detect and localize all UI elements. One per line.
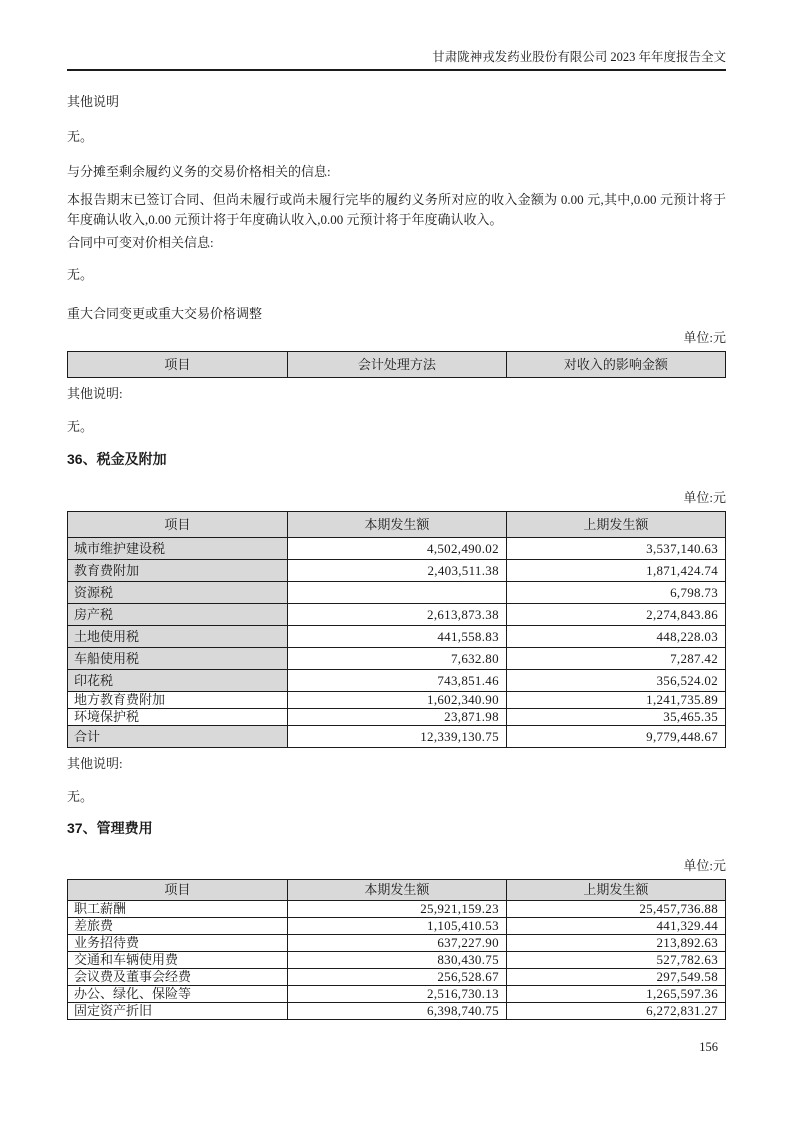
unit-label: 单位:元 bbox=[683, 858, 726, 873]
table-row bbox=[68, 1003, 726, 1020]
table-row bbox=[68, 709, 726, 726]
column-header: 会计处理方法 bbox=[287, 352, 506, 378]
prior-amount-cell: 1,871,424.74 bbox=[506, 560, 725, 582]
prior-amount-cell: 1,265,597.36 bbox=[506, 986, 725, 1003]
page-header-title: 甘肃陇神戎发药业股份有限公司 2023 年年度报告全文 bbox=[432, 50, 726, 64]
remaining-obligation-info: 与分摊至剩余履约义务的交易价格相关的信息: bbox=[67, 164, 331, 179]
current-amount-cell: 830,430.75 bbox=[287, 952, 506, 969]
column-header: 本期发生额 bbox=[287, 512, 506, 538]
other-note-label: 其他说明: bbox=[67, 756, 123, 771]
column-header: 上期发生额 bbox=[506, 880, 725, 901]
column-header: 项目 bbox=[68, 880, 288, 901]
unit-label: 单位:元 bbox=[683, 490, 726, 505]
report-paragraph: 本报告期末已签订合同、但尚未履行或尚未履行完毕的履约义务所对应的收入金额为 0.00 元,其中,0.00 元预计将于年度确认收入,0.00 元预计将于年度确认收入,0.00 元预计将于年度确认收入。 bbox=[67, 192, 726, 227]
table-row bbox=[68, 969, 726, 986]
row-label-cell: 城市维护建设税 bbox=[68, 538, 288, 560]
other-note-label: 其他说明: bbox=[67, 386, 123, 401]
current-amount-cell: 4,502,490.02 bbox=[287, 538, 506, 560]
page-header bbox=[67, 0, 726, 71]
column-header: 本期发生额 bbox=[287, 880, 506, 901]
row-label-cell: 教育费附加 bbox=[68, 560, 288, 582]
table-row bbox=[68, 726, 726, 748]
current-amount-cell: 7,632.80 bbox=[287, 648, 506, 670]
row-label-cell: 差旅费 bbox=[68, 918, 288, 935]
prior-amount-cell: 2,274,843.86 bbox=[506, 604, 725, 626]
none-text: 无。 bbox=[67, 419, 94, 434]
current-amount-cell: 23,871.98 bbox=[287, 709, 506, 726]
current-amount-cell: 637,227.90 bbox=[287, 935, 506, 952]
table-header-row bbox=[68, 880, 726, 901]
table-row bbox=[68, 648, 726, 670]
prior-amount-cell: 3,537,140.63 bbox=[506, 538, 725, 560]
row-label-cell: 业务招待费 bbox=[68, 935, 288, 952]
current-amount-cell: 1,105,410.53 bbox=[287, 918, 506, 935]
table-row bbox=[68, 582, 726, 604]
table-row bbox=[68, 918, 726, 935]
prior-amount-cell: 6,798.73 bbox=[506, 582, 725, 604]
row-label-cell: 土地使用税 bbox=[68, 626, 288, 648]
table-row bbox=[68, 538, 726, 560]
variable-consideration-info: 合同中可变对价相关信息: bbox=[67, 235, 214, 250]
unit-label: 单位:元 bbox=[683, 330, 726, 345]
contract-change-table bbox=[67, 351, 726, 378]
table-row bbox=[68, 901, 726, 918]
table-row bbox=[68, 560, 726, 582]
page-number: 156 bbox=[699, 1040, 718, 1054]
prior-amount-cell: 25,457,736.88 bbox=[506, 901, 725, 918]
prior-amount-cell: 35,465.35 bbox=[506, 709, 725, 726]
section-37-heading: 37、管理费用 bbox=[67, 820, 153, 836]
column-header: 项目 bbox=[68, 352, 288, 378]
prior-amount-cell: 1,241,735.89 bbox=[506, 692, 725, 709]
prior-amount-cell: 213,892.63 bbox=[506, 935, 725, 952]
prior-amount-cell: 6,272,831.27 bbox=[506, 1003, 725, 1020]
table-row bbox=[68, 935, 726, 952]
table-row bbox=[68, 626, 726, 648]
row-label-cell: 印花税 bbox=[68, 670, 288, 692]
row-label-cell: 办公、绿化、保险等 bbox=[68, 986, 288, 1003]
table-header-row bbox=[68, 352, 726, 378]
none-text: 无。 bbox=[67, 129, 94, 144]
table-row bbox=[68, 986, 726, 1003]
current-amount-cell: 12,339,130.75 bbox=[287, 726, 506, 748]
row-label-cell: 固定资产折旧 bbox=[68, 1003, 288, 1020]
prior-amount-cell: 527,782.63 bbox=[506, 952, 725, 969]
column-header: 对收入的影响金额 bbox=[506, 352, 725, 378]
row-label-cell: 房产税 bbox=[68, 604, 288, 626]
section-36-heading: 36、税金及附加 bbox=[67, 451, 167, 467]
current-amount-cell: 2,516,730.13 bbox=[287, 986, 506, 1003]
row-label-cell: 环境保护税 bbox=[68, 709, 288, 726]
current-amount-cell: 441,558.83 bbox=[287, 626, 506, 648]
current-amount-cell bbox=[287, 582, 506, 604]
prior-amount-cell: 297,549.58 bbox=[506, 969, 725, 986]
row-label-cell: 车船使用税 bbox=[68, 648, 288, 670]
prior-amount-cell: 9,779,448.67 bbox=[506, 726, 725, 748]
table-row bbox=[68, 670, 726, 692]
current-amount-cell: 6,398,740.75 bbox=[287, 1003, 506, 1020]
column-header: 上期发生额 bbox=[506, 512, 725, 538]
current-amount-cell: 2,613,873.38 bbox=[287, 604, 506, 626]
current-amount-cell: 256,528.67 bbox=[287, 969, 506, 986]
current-amount-cell: 743,851.46 bbox=[287, 670, 506, 692]
column-header: 项目 bbox=[68, 512, 288, 538]
prior-amount-cell: 441,329.44 bbox=[506, 918, 725, 935]
row-label-cell: 交通和车辆使用费 bbox=[68, 952, 288, 969]
table-row bbox=[68, 604, 726, 626]
none-text: 无。 bbox=[67, 789, 94, 804]
prior-amount-cell: 7,287.42 bbox=[506, 648, 725, 670]
current-amount-cell: 1,602,340.90 bbox=[287, 692, 506, 709]
row-label-cell: 职工薪酬 bbox=[68, 901, 288, 918]
page-content bbox=[67, 93, 726, 1020]
none-text: 无。 bbox=[67, 267, 94, 282]
tax-surcharge-table bbox=[67, 511, 726, 748]
table-header-row bbox=[68, 512, 726, 538]
row-label-cell: 合计 bbox=[68, 726, 288, 748]
table-row bbox=[68, 952, 726, 969]
table-row bbox=[68, 692, 726, 709]
row-label-cell: 资源税 bbox=[68, 582, 288, 604]
row-label-cell: 会议费及董事会经费 bbox=[68, 969, 288, 986]
current-amount-cell: 25,921,159.23 bbox=[287, 901, 506, 918]
prior-amount-cell: 448,228.03 bbox=[506, 626, 725, 648]
prior-amount-cell: 356,524.02 bbox=[506, 670, 725, 692]
current-amount-cell: 2,403,511.38 bbox=[287, 560, 506, 582]
other-note-label: 其他说明 bbox=[67, 94, 120, 109]
admin-expense-table bbox=[67, 879, 726, 1020]
row-label-cell: 地方教育费附加 bbox=[68, 692, 288, 709]
major-contract-change-label: 重大合同变更或重大交易价格调整 bbox=[67, 306, 263, 321]
